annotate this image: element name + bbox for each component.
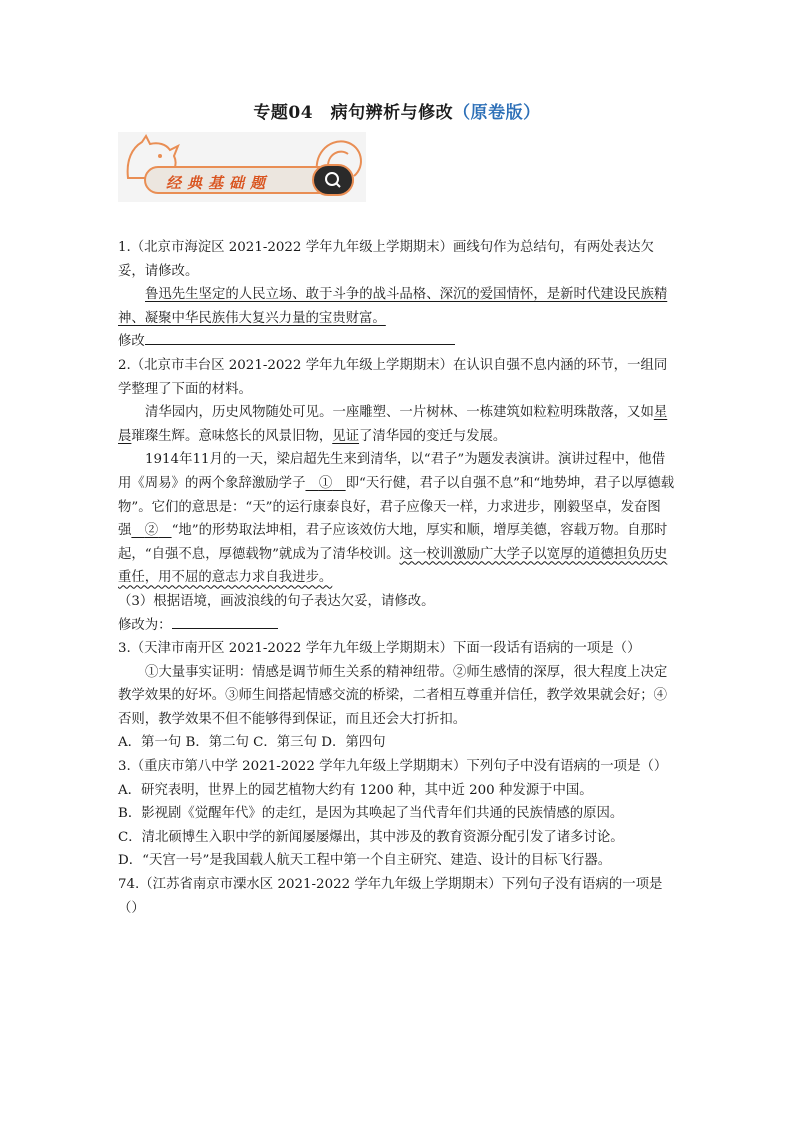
q3-stem: 3.（天津市南开区 2021-2022 学年九年级上学期期末）下面一段话有语病的一项是（） — [118, 641, 641, 657]
q2-answer: 修改为： — [118, 614, 678, 638]
section-banner — [118, 132, 366, 202]
q3-options: A．第一句 B．第二句 C．第三句 D．第四句 — [118, 735, 386, 751]
q1-stem: 1.（北京市海淀区 2021-2022 学年九年级上学期期末）画线句作为总结句，有两处表达欠妥，请修改。 — [118, 240, 654, 279]
q5-stem: 74.（江苏省南京市溧水区 2021-2022 学年九年级上学期期末）下列句子没有语病的一项是（） — [118, 877, 663, 916]
banner-bar — [144, 166, 354, 194]
q1-answer: 修改 — [118, 330, 678, 354]
q1-answer-blank[interactable] — [145, 330, 455, 345]
blank-1: ① — [318, 475, 333, 491]
title-main: 专题04 病句辨析与修改 — [253, 103, 454, 123]
q3-passage: ①大量事实证明：情感是调节师生关系的精神纽带。②师生感情的深厚，很大程度上决定教学效果的好坏。③师生间搭起情感交流的桥梁，二者相互尊重并信任，教学效果就会好；④否则，教学效果不但不能够得到保证，而且还会大打折扣。 — [118, 664, 668, 727]
q2-paragraph-2: 1914年11月的一天，梁启超先生来到清华，以“君子”为题发表演讲。演讲过程中，他借用《周易》的两个象辞激励学子 ① 即“天行健，君子以自强不息”和“地势坤，君子以厚德载物”。它们的意思是：“天”的运行康泰良好，君子应像天一样，力求进步，刚毅坚卓，发奋图强 ② “地”的形势取法坤相，君子应该效仿大地，厚实和顺，增厚美德，容载万物。自那时起，“自强不息，厚德载物”就成为了清华校训。这一校训激励广大学子以宽厚的道德担负历史重任，用不屈的意志力求自我进步。 — [118, 452, 675, 586]
q4-option-c: C．清北硕博生入职中学的新闻屡屡爆出，其中涉及的教育资源分配引发了诸多讨论。 — [118, 829, 624, 845]
q2-stem: 2.（北京市丰台区 2021-2022 学年九年级上学期期末）在认识自强不息内涵的环节，一组同学整理了下面的材料。 — [118, 357, 668, 397]
q4-option-d: D．“天宫一号”是我国载人航天工程中第一个自主研究、建造、设计的目标飞行器。 — [118, 853, 612, 869]
q2-sub3: （3）根据语境，画波浪线的句子表达欠妥，请修改。 — [118, 593, 435, 609]
page-title — [0, 98, 794, 123]
q4-option-b: B．影视剧《觉醒年代》的走红，是因为其唤起了当代青年们共通的民族情感的原因。 — [118, 806, 624, 822]
q2-answer-blank[interactable] — [172, 614, 278, 629]
q1-quote: 鲁迅先生坚定的人民立场、敢于斗争的战斗品格、深沉的爱国情怀，是新时代建设民族精神、凝聚中华民族伟大复兴力量的宝贵财富。 — [118, 287, 668, 326]
title-suffix: （原卷版） — [453, 103, 541, 123]
q2-paragraph-1: 清华园内，历史风物随处可见。一座雕塑、一片树林、一栋建筑如粒粒明珠散落，又如星晨璀璨生辉。意味悠长的风景旧物，见证了清华园的变迁与发展。 — [118, 405, 668, 444]
q4-stem: 3.（重庆市第八中学 2021-2022 学年九年级上学期期末）下列句子中没有语病的一项是（） — [118, 759, 668, 775]
banner-label: 经典基础题 — [166, 174, 272, 192]
q4-option-a: A．研究表明，世界上的园艺植物大约有 1200 种，其中近 200 种发源于中国。 — [118, 782, 593, 798]
question-list — [118, 236, 678, 920]
blank-2: ② — [144, 523, 159, 539]
search-icon — [312, 164, 354, 196]
